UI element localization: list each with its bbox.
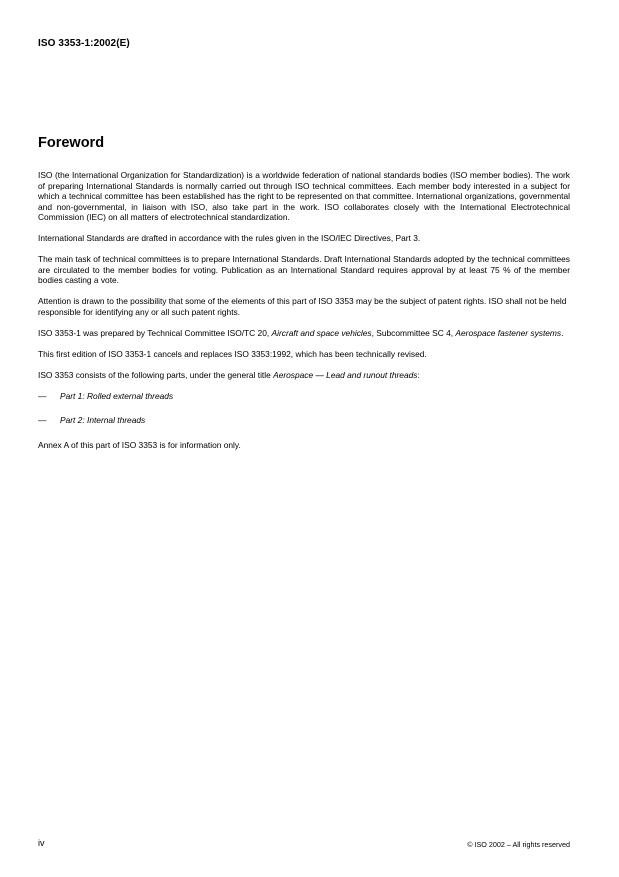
list-item [38,415,570,426]
foreword-body [38,170,570,461]
paragraph-directives: International Standards are drafted in accordance with the rules given in the ISO/IEC Directives, Part 3. [38,233,421,243]
list-item [38,391,570,402]
committee-title: Aircraft and space vehicles [271,327,372,338]
paragraph-iso-intro: ISO (the International Organization for Standardization) is a worldwide federation of national standards bodies (ISO member bodies). The work of preparing International Standards is normally carried out through ISO technical committees. Each member body interested in a subject for which a technical committee has been established has the right to be represented on that committee. International organizations, governmental and non-governmental, in liaison with ISO, also take part in the work. ISO collaborates closely with the International Electrotechnical Commission (IEC) on all matters of electrotechnical standardization. [38,170,570,222]
part-2-title: Part 2: Internal threads [60,415,146,425]
parts-intro-text: ISO 3353 consists of the following parts, under the general title [38,369,274,380]
parts-intro-end: : [417,369,420,380]
page-number: iv [38,838,45,848]
part-1-title: Part 1: Rolled external threads [60,390,174,401]
list-dash: — [38,390,47,401]
copyright-notice: © ISO 2002 – All rights reserved [467,840,570,849]
document-id: ISO 3353-1:2002(E) [38,38,130,49]
subcommittee-title: Aerospace fastener systems [455,327,562,338]
paragraph-edition: This first edition of ISO 3353-1 cancels and replaces ISO 3353:1992, which has been technically revised. [38,348,427,359]
paragraph-annex: Annex A of this part of ISO 3353 is for information only. [38,439,241,450]
list-dash: — [38,415,47,425]
paragraph-main-task: The main task of technical committees is to prepare International Standards. Draft International Standards adopted by the technical committees are circulated to the member bodies for voting. Publication as an International Standard requires approval by at least 75 % of the member bodies casting a vote. [38,254,570,285]
paragraph-prepared-by [38,328,570,339]
prepared-by-text: ISO 3353-1 was prepared by Technical Committee ISO/TC 20, [38,327,272,338]
subcommittee-text: , Subcommittee SC 4, [371,327,456,338]
paragraph-parts-intro [38,370,570,381]
prepared-by-end: . [561,327,564,338]
general-title: Aerospace — Lead and runout threads [273,369,418,380]
page-title: Foreword [38,135,105,151]
paragraph-patent-rights: Attention is drawn to the possibility that some of the elements of this part of ISO 3353 may be the subject of patent rights. ISO shall not be held responsible for identifying any or all such patent rights. [38,296,567,317]
